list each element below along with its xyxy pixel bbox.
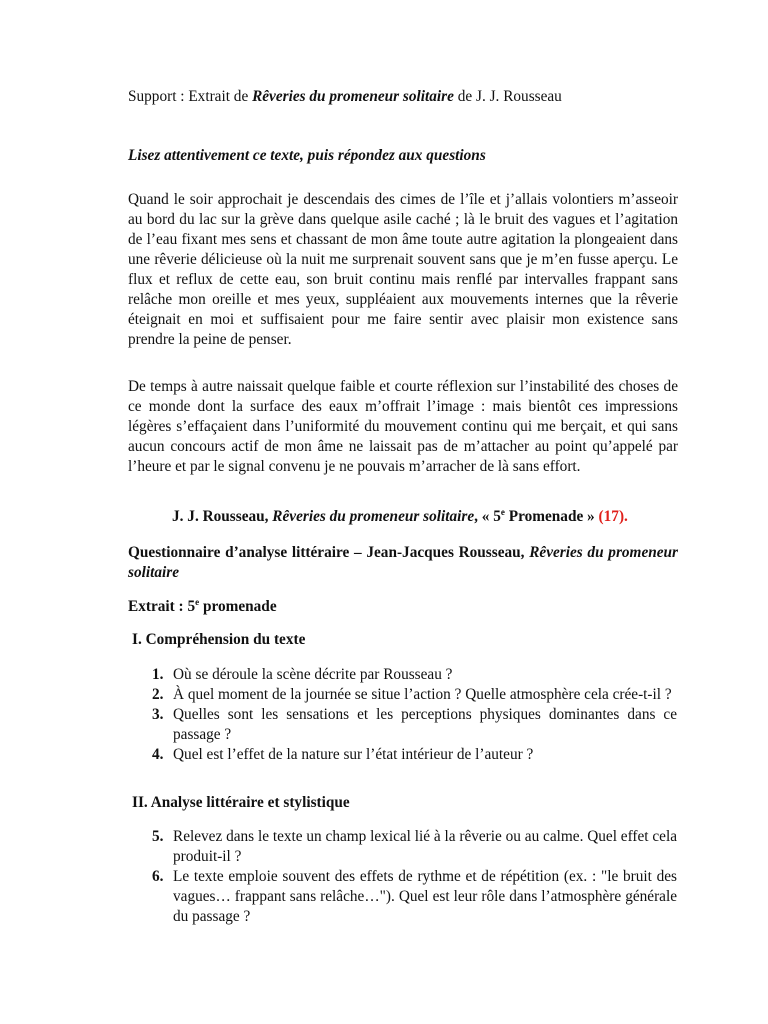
question-item (128, 745, 677, 765)
citation-number: (17). (598, 508, 628, 525)
question-number: 2. (152, 686, 164, 703)
citation-sup: e (500, 507, 505, 517)
instruction: Lisez attentivement ce texte, puis répondez aux questions (128, 147, 486, 164)
section-2-title: II. Analyse littéraire et stylistique (132, 794, 350, 811)
extract-sup: e (195, 597, 200, 607)
section-1-questions (128, 665, 678, 765)
question-item (128, 685, 677, 705)
question-item (128, 827, 677, 867)
question-number: 6. (152, 868, 164, 885)
citation (172, 507, 692, 527)
question-text: À quel moment de la journée se situe l’action ? Quelle atmosphère cela crée-t-il ? (173, 686, 672, 703)
question-text: Quel est l’effet de la nature sur l’état intérieur de l’auteur ? (173, 746, 534, 763)
question-number: 4. (152, 746, 164, 763)
support-work-title: Rêveries du promeneur solitaire (252, 88, 454, 105)
extract-label (128, 597, 678, 617)
citation-author: J. J. Rousseau, (172, 508, 273, 525)
support-line (128, 87, 678, 107)
section-1-title: I. Compréhension du texte (132, 631, 306, 648)
question-number: 1. (152, 666, 164, 683)
question-text: Où se déroule la scène décrite par Rousseau ? (173, 666, 453, 683)
question-text: Quelles sont les sensations et les perceptions physiques dominantes dans ce passage ? (173, 706, 677, 743)
extract-prefix: Extrait : 5 (128, 598, 196, 615)
citation-work-title: Rêveries du promeneur solitaire (272, 508, 475, 525)
question-number: 5. (152, 828, 164, 845)
question-text: Le texte emploie souvent des effets de rythme et de répétition (ex. : "le bruit des vagues… frappant sans relâche…"). Quel est leur rôle dans l’atmosphère générale du passage ? (173, 868, 677, 925)
question-item (128, 867, 677, 927)
question-text: Relevez dans le texte un champ lexical lié à la rêverie ou au calme. Quel effet cela produit-il ? (173, 828, 677, 865)
citation-sep: , « 5 (474, 508, 501, 525)
text-paragraph-2: De temps à autre naissait quelque faible et courte réflexion sur l’instabilité des choses de ce monde dont la surface des eaux m’offrait l’image : mais bientôt ces impressions légères s’effaçaient dans l’uniformité du mouvement continu qui me berçait, et qui sans aucun concours actif de mon âme ne laissait pas de m’attacher au point qu’appelé par l’heure et par le signal convenu je ne pouvais m’arracher de là sans effort. (128, 378, 678, 475)
question-item (128, 705, 677, 745)
questionnaire-title-work: Rêveries du promeneur solitaire (128, 544, 678, 581)
questionnaire-title-prefix: Questionnaire d’analyse littéraire – Jean-Jacques Rousseau, (128, 544, 530, 561)
support-prefix: Support : Extrait de (128, 88, 253, 105)
section-2-questions (128, 827, 678, 927)
citation-promenade: Promenade » (504, 508, 599, 525)
extract-suffix: promenade (199, 598, 277, 615)
text-paragraph-1: Quand le soir approchait je descendais des cimes de l’île et j’allais volontiers m’asseoir au bord du lac sur la grève dans quelque asile caché ; là le bruit des vagues et l’agitation de l’eau fixant mes sens et chassant de mon âme toute autre agitation la plongeaient dans une rêverie délicieuse où la nuit me surprenait souvent sans que je m’en fusse aperçu. Le flux et reflux de cette eau, son bruit continu mais renflé par intervalles frappant sans relâche mon oreille et mes yeux, suppléaient aux mouvements internes que la rêverie éteignait en moi et suffisaient pour me faire sentir avec plaisir mon existence sans prendre la peine de penser. (128, 191, 678, 348)
questionnaire-title (128, 543, 678, 583)
support-suffix: de J. J. Rousseau (453, 88, 562, 105)
question-number: 3. (152, 706, 164, 723)
question-item (128, 665, 677, 685)
